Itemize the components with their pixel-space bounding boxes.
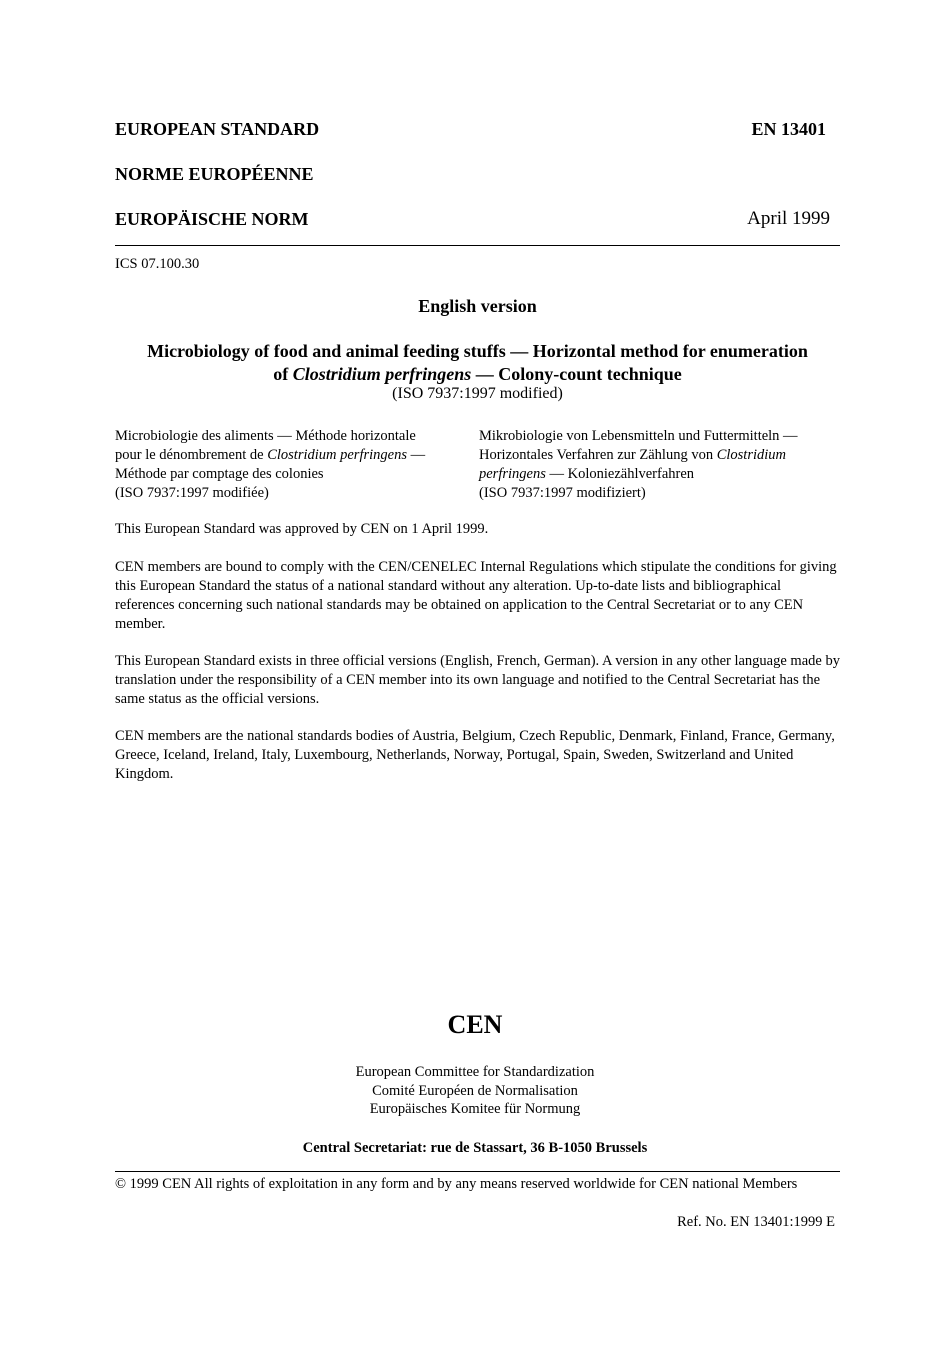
title-line-2: of Clostridium perfringens — Colony-count technique (273, 364, 682, 384)
german-title: Mikrobiologie von Lebensmitteln und Futtermitteln — Horizontales Verfahren zur Zählung von Clostridium perfringens — Koloniezählverfahren (ISO 7937:1997 modifiziert) (479, 428, 798, 501)
title-line-1: Microbiology of food and animal feeding stuffs — Horizontal method for enumeration (147, 341, 808, 361)
header-norme-europeenne: NORME EUROPÉENNE (115, 164, 314, 184)
header-rule (115, 245, 840, 246)
header-europaische-norm: EUROPÄISCHE NORM (115, 209, 309, 229)
approval-paragraph: This European Standard was approved by CEN on 1 April 1999. (115, 521, 489, 537)
reference-number: Ref. No. EN 13401:1999 E (677, 1214, 835, 1230)
publication-date: April 1999 (747, 208, 830, 229)
title-reference: (ISO 7937:1997 modified) (392, 385, 563, 402)
standard-number: EN 13401 (751, 119, 826, 139)
members-paragraph: CEN members are the national standards bodies of Austria, Belgium, Czech Republic, Denmark, Finland, France, Germany, Greece, Iceland, Ireland, Italy, Luxembourg, Netherlands, Norway, Portugal, Spain, Sweden, Switzerland and United Kingdom. (115, 728, 835, 782)
footer-rule (115, 1171, 840, 1172)
french-title: Microbiologie des aliments — Méthode horizontale pour le dénombrement de Clostridium perfringens — Méthode par comptage des colonies (ISO 7937:1997 modifiée) (115, 428, 426, 501)
cen-names (115, 1063, 835, 1119)
header-european-standard: EUROPEAN STANDARD (115, 119, 320, 139)
versions-paragraph: This European Standard exists in three official versions (English, French, German). A version in any other language made by translation under the responsibility of a CEN member into its own language and notified to the Central Secretariat has the same status as the official versions. (115, 653, 840, 707)
copyright-notice: © 1999 CEN All rights of exploitation in any form and by any means reserved worldwide for CEN national Members (115, 1176, 798, 1192)
cen-name-en: European Committee for Standardization (355, 1064, 595, 1080)
cen-name-fr: Comité Européen de Normalisation (372, 1082, 578, 1099)
document-title (110, 340, 845, 386)
cen-name-de: Europäisches Komitee für Normung (369, 1101, 581, 1117)
organism-name: Clostridium perfringens (292, 364, 472, 384)
compliance-paragraph: CEN members are bound to comply with the CEN/CENELEC Internal Regulations which stipulate the conditions for giving this European Standard the status of a national standard without any alteration. Up-to-date lists and bibliographical references concerning such national standards may be obtained on application to the Central Secretariat or to any CEN member. (115, 559, 837, 632)
ics-code: ICS 07.100.30 (115, 256, 200, 272)
version-label: English version (418, 296, 537, 316)
cen-logo: CEN (447, 1010, 503, 1039)
central-secretariat: Central Secretariat: rue de Stassart, 36 B-1050 Brussels (302, 1140, 648, 1156)
